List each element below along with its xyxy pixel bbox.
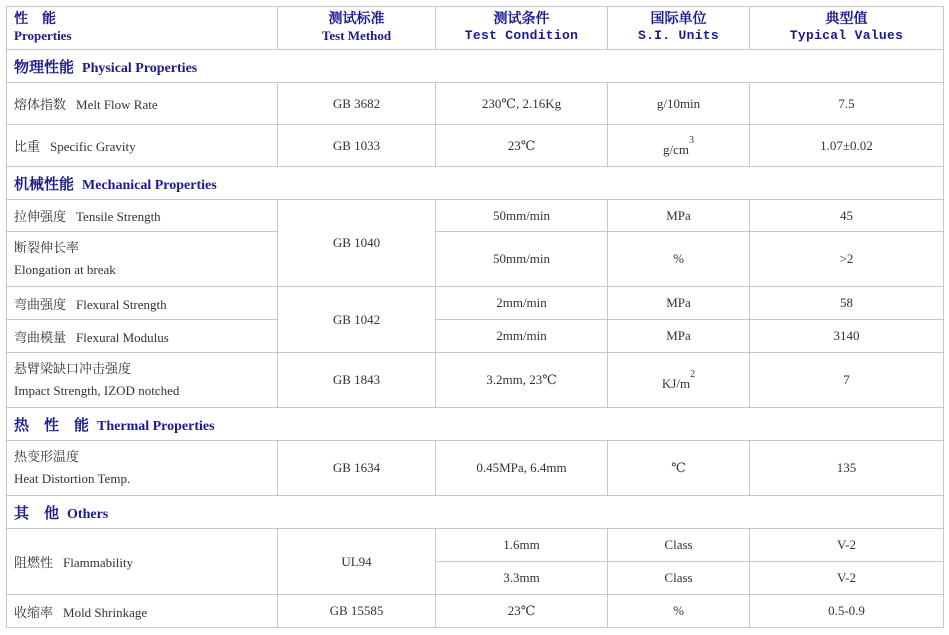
properties-table <box>6 6 944 628</box>
header-unit-cn: 国际单位 <box>650 12 707 27</box>
unit-base: g/cm <box>663 141 689 157</box>
property-name <box>7 125 278 167</box>
property-name-cn: 比重 <box>14 139 41 154</box>
property-name-cn: 悬臂梁缺口冲击强度 <box>14 361 132 376</box>
header-si-units <box>608 7 750 50</box>
si-unit: MPa <box>608 320 750 353</box>
test-method: UL94 <box>278 529 436 595</box>
typical-value: 7 <box>750 353 944 408</box>
si-unit: ℃ <box>608 441 750 496</box>
property-name-en: Melt Flow Rate <box>76 97 158 112</box>
si-unit: Class <box>608 529 750 562</box>
unit-exponent: 3 <box>689 134 694 146</box>
si-unit: % <box>608 232 750 287</box>
property-name-en: Heat Distortion Temp. <box>14 471 131 486</box>
typical-value: V-2 <box>750 529 944 562</box>
property-name <box>7 353 278 408</box>
test-condition: 3.3mm <box>436 562 608 595</box>
header-method-cn: 测试标准 <box>328 12 385 27</box>
property-name-cn: 熔体指数 <box>14 97 67 112</box>
unit-exponent: 2 <box>690 369 696 380</box>
property-name <box>7 287 278 320</box>
section-title-cn: 机械性能 <box>14 176 75 193</box>
section-title-cn: 热 性 能 <box>14 417 90 434</box>
table-row <box>7 232 944 287</box>
test-condition: 50mm/min <box>436 200 608 232</box>
test-condition: 23℃ <box>436 595 608 628</box>
typical-value: >2 <box>750 232 944 287</box>
si-unit: % <box>608 595 750 628</box>
property-name-cn: 弯曲强度 <box>14 296 67 312</box>
table-row <box>7 595 944 628</box>
properties-table-wrapper <box>6 6 944 628</box>
si-unit <box>608 125 750 167</box>
section-others <box>7 496 944 529</box>
test-condition: 3.2mm, 23℃ <box>436 353 608 408</box>
header-unit-en: S.I. Units <box>637 28 719 43</box>
header-test-method <box>278 7 436 50</box>
header-row <box>7 7 944 50</box>
typical-value: 1.07±0.02 <box>750 125 944 167</box>
section-row-others <box>7 496 944 529</box>
property-name-cn: 收缩率 <box>14 604 54 620</box>
typical-value: V-2 <box>750 562 944 595</box>
section-title-en: Mechanical Properties <box>82 177 217 193</box>
header-properties-en: Properties <box>14 28 72 43</box>
header-properties-cn: 性 能 <box>14 12 56 27</box>
property-name <box>7 529 278 595</box>
table-row <box>7 529 944 562</box>
test-condition: 1.6mm <box>436 529 608 562</box>
table-row <box>7 125 944 167</box>
header-condition-cn: 测试条件 <box>493 12 550 27</box>
header-value-en: Typical Values <box>789 28 904 43</box>
property-name <box>7 200 278 232</box>
typical-value: 45 <box>750 200 944 232</box>
property-name-en: Specific Gravity <box>50 139 136 154</box>
test-method: GB 1042 <box>278 287 436 353</box>
header-method-en: Test Method <box>321 28 392 43</box>
property-name-en: Mold Shrinkage <box>63 604 148 620</box>
property-name-cn: 断裂伸长率 <box>14 240 80 255</box>
section-row-mechanical <box>7 167 944 200</box>
property-name-en: Flexural Modulus <box>76 329 169 345</box>
typical-value: 3140 <box>750 320 944 353</box>
header-value-cn: 典型值 <box>825 12 868 27</box>
header-typical-values <box>750 7 944 50</box>
table-row <box>7 320 944 353</box>
test-condition: 2mm/min <box>436 320 608 353</box>
section-title-en: Physical Properties <box>82 60 198 76</box>
section-row-physical <box>7 50 944 83</box>
test-condition: 2mm/min <box>436 287 608 320</box>
test-method: GB 1033 <box>278 125 436 167</box>
property-name-cn: 阻燃性 <box>14 555 54 570</box>
property-name-en: Impact Strength, IZOD notched <box>14 383 180 398</box>
section-row-thermal <box>7 408 944 441</box>
property-name <box>7 83 278 125</box>
header-test-condition <box>436 7 608 50</box>
test-method: GB 1843 <box>278 353 436 408</box>
test-method: GB 1634 <box>278 441 436 496</box>
section-title-en: Others <box>67 506 109 522</box>
table-row <box>7 287 944 320</box>
test-condition: 0.45MPa, 6.4mm <box>436 441 608 496</box>
property-name-en: Elongation at break <box>14 262 116 277</box>
property-name-cn: 热变形温度 <box>14 449 80 464</box>
si-unit: g/10min <box>608 83 750 125</box>
property-name <box>7 595 278 628</box>
test-method: GB 3682 <box>278 83 436 125</box>
test-condition: 230℃, 2.16Kg <box>436 83 608 125</box>
test-condition: 50mm/min <box>436 232 608 287</box>
property-name-en: Tensile Strength <box>76 209 161 224</box>
property-name-cn: 弯曲模量 <box>14 329 67 345</box>
table-row <box>7 353 944 408</box>
property-name <box>7 441 278 496</box>
property-name <box>7 232 278 287</box>
table-row <box>7 441 944 496</box>
si-unit <box>608 353 750 408</box>
typical-value: 7.5 <box>750 83 944 125</box>
typical-value: 135 <box>750 441 944 496</box>
si-unit: MPa <box>608 200 750 232</box>
unit-base: KJ/m <box>661 376 691 391</box>
typical-value: 58 <box>750 287 944 320</box>
test-method: GB 15585 <box>278 595 436 628</box>
property-name <box>7 320 278 353</box>
table-row <box>7 83 944 125</box>
si-unit: Class <box>608 562 750 595</box>
property-name-cn: 拉伸强度 <box>14 209 67 224</box>
table-row <box>7 200 944 232</box>
test-condition: 23℃ <box>436 125 608 167</box>
section-mechanical <box>7 167 944 200</box>
section-physical <box>7 50 944 83</box>
property-name-en: Flexural Strength <box>76 296 167 312</box>
property-name-en: Flammability <box>63 555 134 570</box>
section-thermal <box>7 408 944 441</box>
test-method: GB 1040 <box>278 200 436 287</box>
section-title-cn: 其 他 <box>14 505 60 522</box>
section-title-cn: 物理性能 <box>14 59 75 76</box>
si-unit: MPa <box>608 287 750 320</box>
header-condition-en: Test Condition <box>464 28 579 43</box>
typical-value: 0.5-0.9 <box>750 595 944 628</box>
section-title-en: Thermal Properties <box>97 418 215 434</box>
header-properties <box>7 7 278 50</box>
